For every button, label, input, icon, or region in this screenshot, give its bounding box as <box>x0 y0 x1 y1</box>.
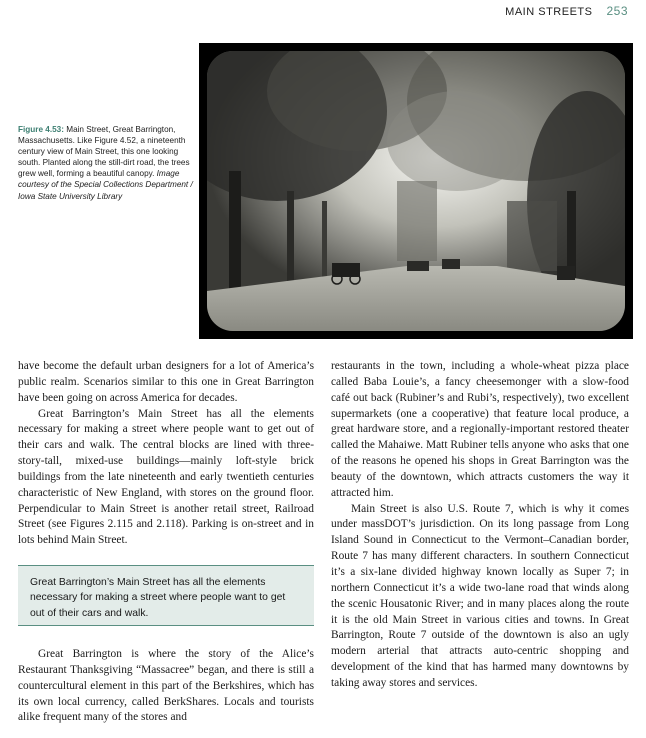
left-column-top <box>18 359 314 549</box>
paragraph: Great Barrington is where the story of the Alice’s Restaurant Thanksgiving “Massacree” began, and there is still a countercultural element in this part of the Berkshires, which has its own local currency, called BerkShares. Locals and tourists alike frequent many of the stores and <box>18 648 314 724</box>
running-head <box>505 4 628 18</box>
page-number: 253 <box>606 4 628 18</box>
running-title: MAIN STREETS <box>505 6 593 18</box>
pull-quote: Great Barrington’s Main Street has all the elements necessary for making a street where people want to get out of their cars and walk. <box>18 565 314 626</box>
figure-photo <box>199 43 633 339</box>
caption-credit: Image courtesy of the Special Collections Department / Iowa State University Library <box>18 169 193 201</box>
caption-text: Main Street, Great Barrington, Massachusetts. Like Figure 4.52, a nineteenth century view of Main Street, this one looking south. Planted along the still-dirt road, the trees grew well, forming a beautiful canopy. <box>18 125 190 179</box>
paragraph: restaurants in the town, including a whole-wheat pizza place called Baba Louie’s, a fancy cheesemonger with a slow-food café out back (Rubiner’s and Rubi’s, respectively), two excellent supermarkets (one a cooperative) that feature local produce, a great hardware store, and a regionally-important restored theater called the Mahaiwe. Matt Rubiner tells anyone who asks that one of the reasons he opened his shops in Great Barrington was the beauty of the downtown, which attracts customers the way it attracted him. <box>331 360 629 499</box>
paragraph: Great Barrington’s Main Street has all the elements necessary for making a street where people want to get out of their cars and walk. The central blocks are lined with three-story-tall, mixed-use buildings—mainly loft-style brick buildings from the late nineteenth and early twentieth centuries characteristic of New England, with stores on the ground floor. Perpendicular to Main Street is another retail street, Railroad Street (see Figures 2.115 and 2.118). Parking is on-street and in lots behind Main Street. <box>18 407 314 547</box>
paragraph: have become the default urban designers for a lot of America’s public realm. Scenarios similar to this one in Great Barrington have been going on across America for decades. <box>18 360 314 404</box>
figure-caption <box>18 124 194 202</box>
left-column-bottom <box>18 647 314 726</box>
paragraph: Main Street is also U.S. Route 7, which is why it comes under massDOT’s jurisdiction. On its long passage from Long Island Sound in Connecticut to the Vermont–Canadian border, Route 7 has many different characters. In southern Connecticut it’s a six-lane divided highway known locally as Super 7; in northern Connecticut it’s a wide two-lane road that winds along the scenic Housatonic River; and in many places along the route it is the old Main Street in various cities and towns. In Great Barrington, Route 7 outside of the downtown is also an ugly modern arterial that attracts auto-centric shopping and development of the kind that has harmed many downtowns by taking away stores and services. <box>331 502 629 689</box>
photo-illustration <box>207 51 625 331</box>
street-photo <box>207 51 625 331</box>
figure-label: Figure 4.53: <box>18 125 64 134</box>
right-column <box>331 359 629 692</box>
